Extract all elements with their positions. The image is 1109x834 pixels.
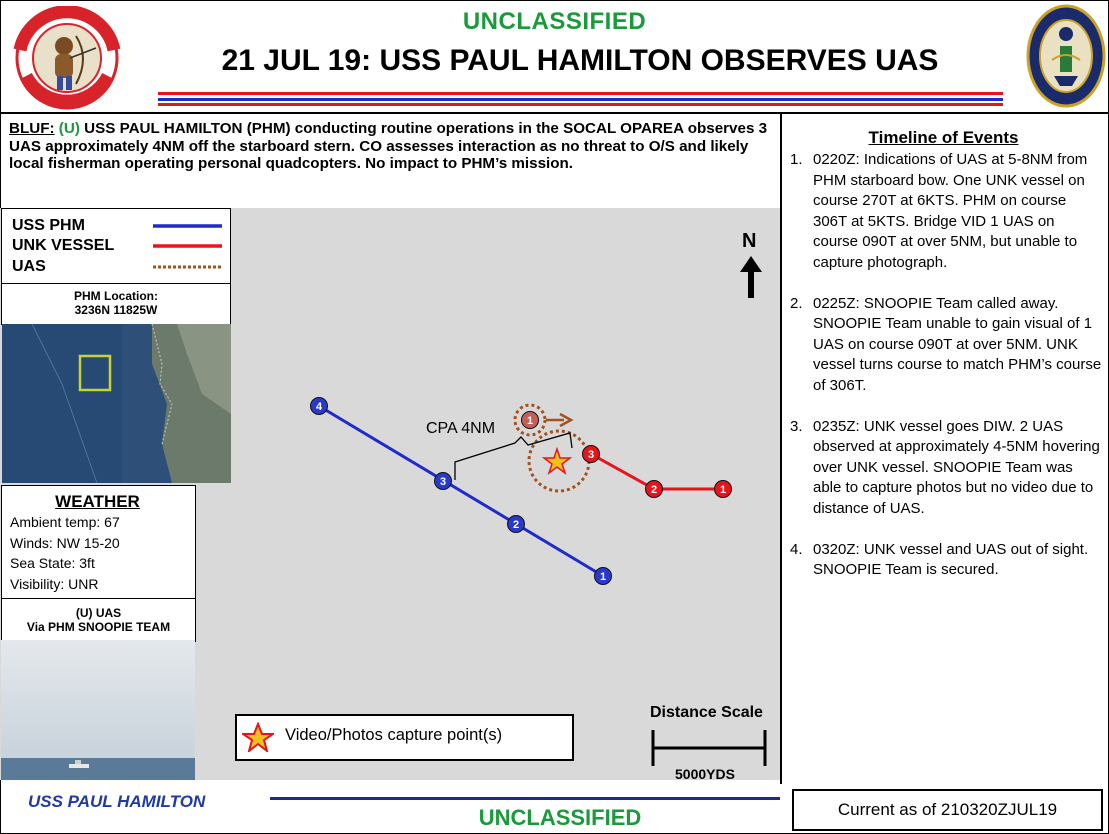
weather-ambient-temp: Ambient temp: 67 <box>10 514 120 530</box>
capture-point-star-icon <box>544 449 570 473</box>
timeline-event-number: 4. <box>790 540 803 558</box>
svg-text:2: 2 <box>650 484 658 496</box>
svg-text:3: 3 <box>587 449 595 461</box>
page-title: 21 JUL 19: USS PAUL HAMILTON OBSERVES UAS <box>221 44 939 77</box>
timeline-event-number: 1. <box>790 151 803 168</box>
uas-sea-photo <box>1 640 195 780</box>
timeline-event-text: 0225Z: SNOOPIE Team called away. SNOOPIE Team unable to gain visual of 1 UAS on course 090T at over 5NM. UNK vessel turns course to match PHM’s course of 306T. <box>813 294 1102 394</box>
location-satellite-image <box>2 324 231 483</box>
bluf-paragraph <box>9 120 779 173</box>
header-stripe-red <box>158 92 1003 95</box>
legend-label-uas: UAS <box>12 258 46 275</box>
uas-photo-caption-line1: (U) UAS <box>75 606 122 620</box>
timeline-event <box>790 294 1102 397</box>
timeline-event <box>790 150 1102 274</box>
legend-swatches <box>150 218 225 274</box>
classification-banner-bottom: UNCLASSIFIED <box>478 805 642 830</box>
phm-location-box <box>1 283 231 325</box>
north-label: N <box>742 230 757 252</box>
phm-marker-4 <box>311 398 328 415</box>
timeline-event-text: 0235Z: UNK vessel goes DIW. 2 UAS observed at approximately 4-5NM hovering over UNK vessel. SNOOPIE Team was able to capture photos but no video due to distance of UAS. <box>813 417 1100 517</box>
unk-marker-3 <box>583 446 600 463</box>
key-text: Video/Photos capture point(s) <box>285 726 503 744</box>
uas-photo-caption-line2: Via PHM SNOOPIE TEAM <box>26 620 171 634</box>
weather-title: WEATHER <box>55 492 140 511</box>
key-star-icon <box>242 722 274 752</box>
header-stripe-red-2 <box>158 103 1003 106</box>
timeline-event-text: 0220Z: Indications of UAS at 5-8NM from PHM starboard bow. One UNK vessel on course 270T at 6KTS. PHM on course 306T at 5KTS. Bridge VID 1 UAS on course 090T at over 5NM, but unable to capture photograph. <box>813 151 1088 271</box>
phm-marker-3 <box>435 473 452 490</box>
svg-text:4: 4 <box>315 401 323 413</box>
timeline-event <box>790 540 1102 581</box>
scale-title: Distance Scale <box>650 704 763 721</box>
timeline-event-number: 3. <box>790 417 803 435</box>
uas-marker-1 <box>522 412 539 429</box>
svg-text:1: 1 <box>719 484 727 496</box>
current-as-of: Current as of 210320ZJUL19 <box>792 789 1103 831</box>
timeline-event-number: 2. <box>790 294 803 312</box>
timeline-event-text: 0320Z: UNK vessel and UAS out of sight. SNOOPIE Team is secured. <box>813 540 1089 579</box>
weather-sea-state: Sea State: 3ft <box>10 555 95 571</box>
header-stripe-blue <box>158 98 1003 101</box>
location-title: PHM Location: <box>74 289 158 303</box>
unk-marker-1 <box>715 481 732 498</box>
bluf-label: BLUF: <box>9 120 55 137</box>
svg-text:3: 3 <box>439 476 447 488</box>
timeline-event <box>790 417 1102 520</box>
svg-text:1: 1 <box>526 415 534 427</box>
unk-marker-2 <box>646 481 663 498</box>
timeline-list <box>790 150 1102 601</box>
uas-photo-caption <box>1 598 196 642</box>
svg-text:2: 2 <box>512 519 520 531</box>
weather-winds: Winds: NW 15-20 <box>10 535 120 551</box>
bluf-text: USS PAUL HAMILTON (PHM) conducting routine operations in the SOCAL OPAREA observes 3 UAS approximately 4NM off the starboard stern. CO assesses interaction as no threat to O/S and likely local fisherman operating personal quadcopters. No impact to PHM’s mission. <box>9 120 768 172</box>
timeline-title: Timeline of Events <box>868 128 1019 147</box>
footer-ship-name: USS PAUL HAMILTON <box>28 792 206 811</box>
phm-marker-1 <box>595 568 612 585</box>
footer-rule <box>270 797 780 800</box>
classification-banner-top: UNCLASSIFIED <box>462 8 647 35</box>
svg-text:1: 1 <box>599 571 607 583</box>
legend-label-phm: USS PHM <box>12 217 85 234</box>
north-arrow-shaft <box>748 268 754 298</box>
phm-marker-2 <box>508 516 525 533</box>
uss-paul-hamilton-crest <box>1026 4 1106 108</box>
north-arrow-icon <box>740 256 762 272</box>
cpa-label: CPA 4NM <box>426 420 496 437</box>
weather-visibility: Visibility: UNR <box>10 576 99 592</box>
scale-label: 5000YDS <box>675 766 735 782</box>
bluf-classification-marking: (U) <box>58 120 80 137</box>
location-coords: 3236N 11825W <box>74 303 158 317</box>
legend-label-unk-vessel: UNK VESSEL <box>12 237 115 254</box>
